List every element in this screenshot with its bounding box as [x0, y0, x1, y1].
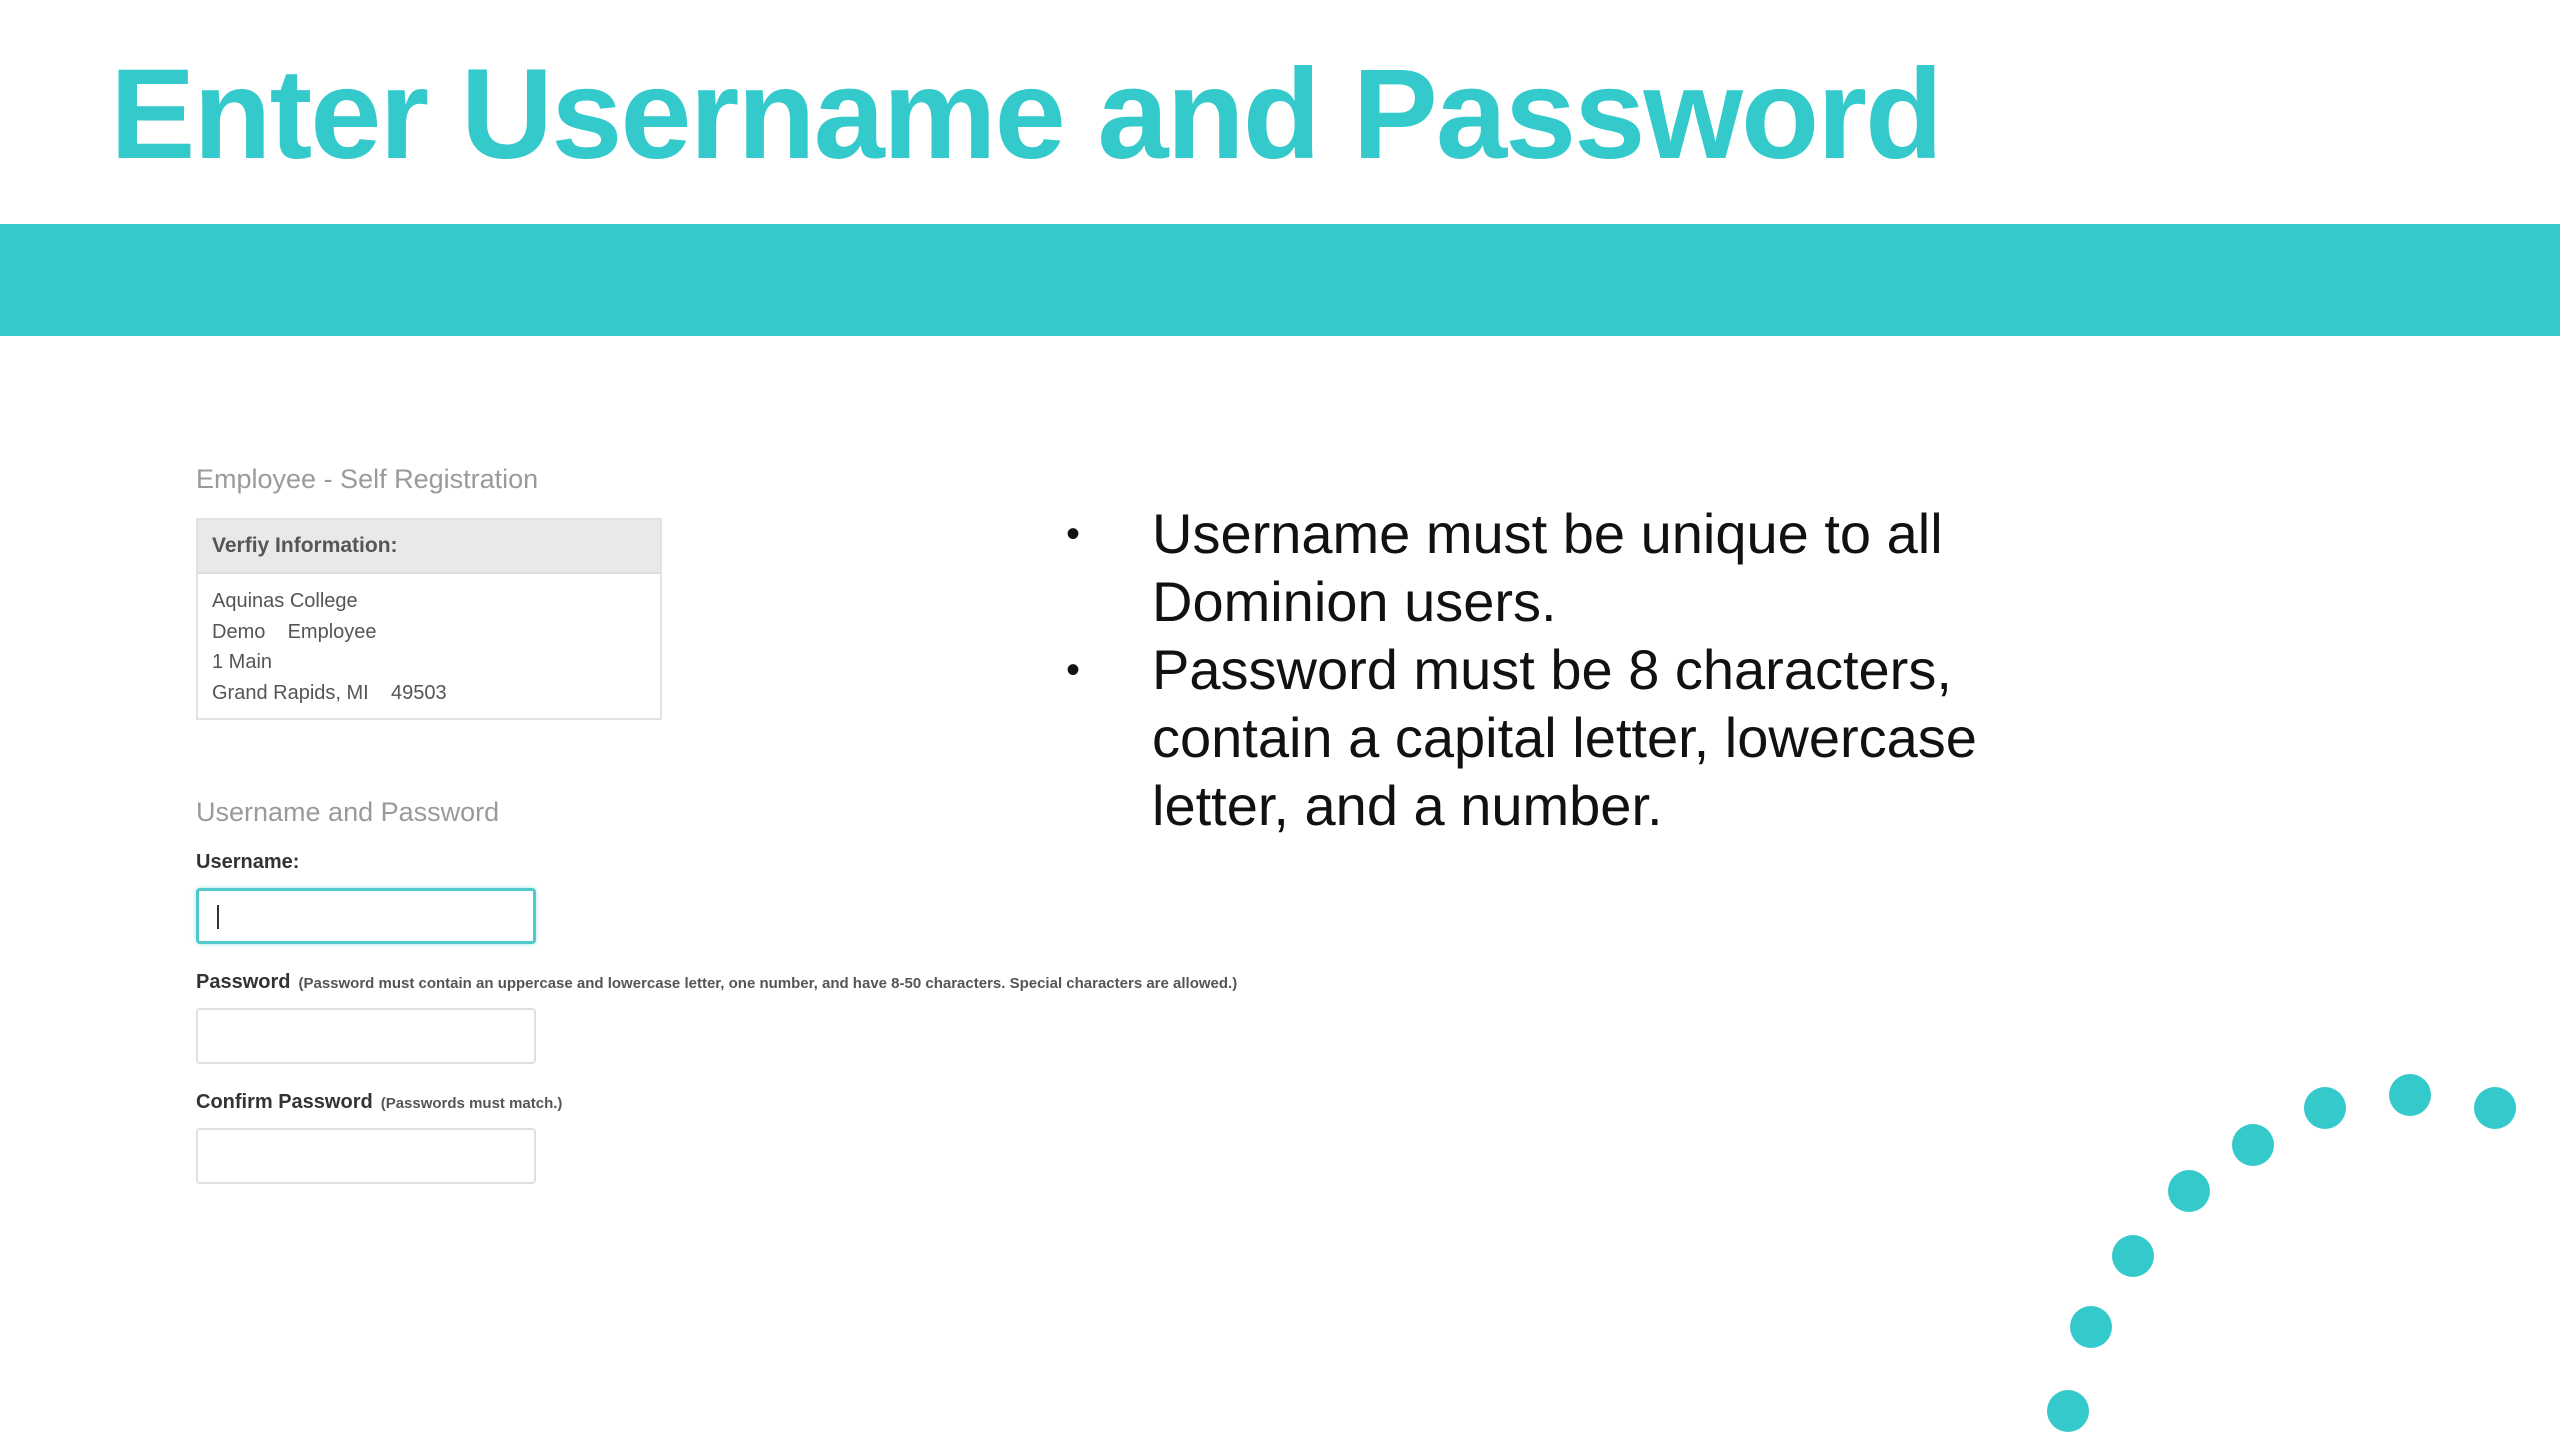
decorative-dot: [2232, 1124, 2274, 1166]
confirm-password-hint: (Passwords must match.): [380, 1095, 563, 1112]
registration-heading: Employee - Self Registration: [196, 464, 539, 494]
decorative-dot: [2047, 1390, 2089, 1432]
confirm-password-label-text: Confirm Password: [196, 1091, 373, 1113]
slide-title: Enter Username and Password: [110, 43, 1942, 186]
requirement-username: [1060, 500, 2020, 636]
username-label-text: Username:: [196, 851, 300, 873]
bullet-icon: •: [1066, 512, 1081, 556]
accent-band: [0, 224, 2560, 336]
decorative-dot: [2112, 1235, 2154, 1277]
confirm-password-input[interactable]: [196, 1128, 536, 1184]
verify-information-panel: [196, 518, 662, 720]
verify-line-name: Demo Employee: [212, 620, 377, 643]
password-input[interactable]: [196, 1008, 536, 1064]
username-input[interactable]: [196, 888, 536, 944]
verify-information-header: Verfiy Information:: [198, 520, 660, 574]
decorative-dot: [2168, 1170, 2210, 1212]
username-label: [196, 851, 299, 874]
decorative-dot: [2070, 1306, 2112, 1348]
password-label: [196, 971, 1237, 994]
decorative-dot: [2474, 1087, 2516, 1129]
verify-information-body: [198, 574, 660, 720]
verify-line-organization: Aquinas College: [212, 590, 358, 612]
verify-line-street: 1 Main: [212, 651, 273, 673]
decorative-dot: [2304, 1087, 2346, 1129]
bullet-icon: •: [1066, 648, 1081, 692]
verify-line-city: Grand Rapids, MI 49503: [212, 681, 447, 704]
credentials-heading: Username and Password: [196, 797, 500, 827]
decorative-dot: [2389, 1074, 2431, 1116]
confirm-password-label: [196, 1091, 562, 1114]
requirement-password: [1060, 636, 2020, 840]
requirements-list: [1060, 500, 2020, 840]
requirement-username-text: Username must be unique to all Dominion users.: [1152, 502, 1943, 633]
password-hint: (Password must contain an uppercase and lowercase letter, one number, and have 8-50 characters. Special characters are allowed.): [298, 975, 1238, 992]
text-caret: [217, 905, 219, 929]
password-label-text: Password: [196, 971, 291, 993]
requirement-password-text: Password must be 8 characters, contain a capital letter, lowercase letter, and a number.: [1152, 638, 1977, 837]
